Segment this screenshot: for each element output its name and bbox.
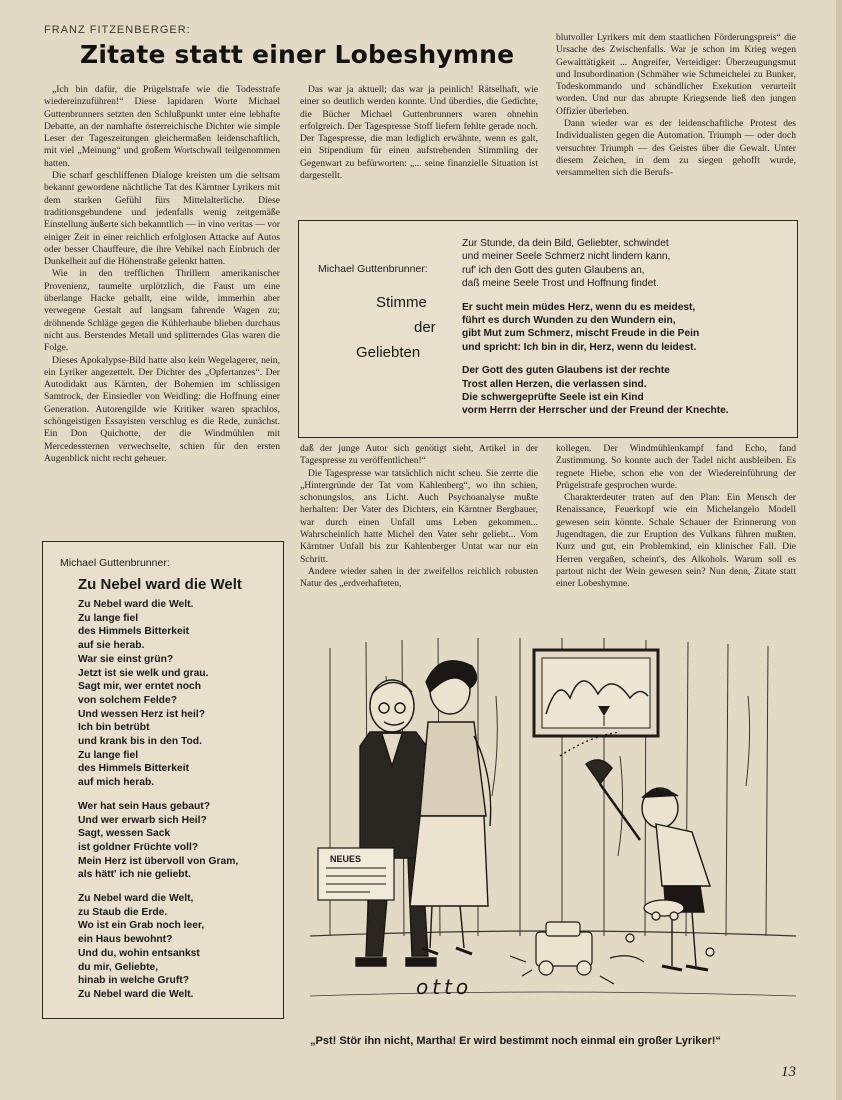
- poem-title-word: der: [414, 319, 436, 336]
- page-number: 13: [781, 1064, 796, 1080]
- poem-line: gibt Mut zum Schmerz, mischt Freude in die Pein: [462, 328, 700, 340]
- poem-line: Wo ist ein Grab noch leer,: [78, 920, 205, 932]
- poem-line: Jetzt ist sie welk und grau.: [78, 667, 209, 679]
- paragraph: Dann wieder war es der leidenschaftliche Protest des Individualisten gegen die Automation. Triumph — oder doch versuchter Triumph — des Geistes über die Gewalt. Unter diesem Zeichen, in dem zu siegen gehofft wurde, versammelten sich die Berufs-: [556, 118, 796, 179]
- cartoon-caption: „Pst! Stör ihn nicht, Martha! Er wird bestimmt noch einmal ein großer Lyriker!“: [310, 1035, 721, 1047]
- poem-line: des Himmels Bitterkeit: [78, 626, 190, 638]
- poem-line: zu Staub die Erde.: [78, 906, 168, 918]
- poem-line: Er sucht mein müdes Herz, wenn du es meidest,: [462, 301, 696, 313]
- poem-line: Und wer erwarb sich Heil?: [78, 814, 207, 826]
- poem-line: und krank bis in den Tod.: [78, 736, 202, 748]
- article-author: FRANZ FITZENBERGER:: [44, 24, 191, 36]
- cartoon-signature: otto: [416, 975, 473, 999]
- poem-line: Ich bin betrübt: [78, 722, 150, 734]
- poem-line: Die schwergeprüfte Seele ist ein Kind: [462, 392, 644, 404]
- paragraph: blutvoller Lyrikers mit dem staatlichen Förderungspreis“ die Ursache des Zwischenfalls. War je schon im Krieg wegen Gewalttätigkeit ... Angreifer, Verteidiger: Überzeugungsmut und Insubordination (Schmäher wie Schmeichelei zu Bunker, Todeskommando und schändlicher Exekution verurteilt worden. Und nur das abrupte Kriegsende ließ den jungen Offizier überleben.: [556, 32, 796, 117]
- poem-line: War sie einst grün?: [78, 653, 174, 665]
- article-column-3-top: [556, 32, 796, 202]
- paragraph: Die scharf geschliffenen Dialoge kreisten um die seltsam bekannt gewordene nächtliche Tat des Kärntner Lyrikers mit dem starken Gefühl fürs Mittelalterliche. Diese traditionsgebundene und jedenfalls wenig zeitgemäße Einstellung äußerte sich bekanntlich — in vino veritas — vor einiger Zeit in einer reichlich erfolglosen Attacke auf Autos oder besser Chauffeure, die ihre Vehikel nach Einbruch der Dunkelheit auf die Höhenstraße gelenkt hatten.: [44, 170, 280, 268]
- poem-stanza: [78, 800, 274, 882]
- poem-line: daß meine Seele Trost und Hoffnung findet.: [462, 278, 659, 290]
- poem-line: Zu Nebel ward die Welt.: [78, 988, 194, 1000]
- poem-line: Zu lange fiel: [78, 612, 139, 624]
- poem-line: als hätt' ich nie geliebt.: [78, 869, 191, 881]
- poem-title: Zu Nebel ward die Welt: [78, 576, 242, 593]
- poem-line: Und du, wohin entsankst: [78, 947, 200, 959]
- poem-line: des Himmels Bitterkeit: [78, 763, 190, 775]
- poem-line: Zu Nebel ward die Welt,: [78, 893, 194, 905]
- poem-line: Sagt, wessen Sack: [78, 828, 171, 840]
- poem-line: Zu Nebel ward die Welt.: [78, 599, 194, 610]
- poem-line: Und wessen Herz ist heil?: [78, 708, 206, 720]
- article-headline: Zitate statt einer Lobeshymne: [80, 40, 515, 69]
- poem-line: vorm Herrn der Herrscher und der Freund der Knechte.: [462, 405, 729, 417]
- poem-line: Mein Herz ist übervoll von Gram,: [78, 855, 239, 867]
- poem-line: Trost allen Herzen, die verlassen sind.: [462, 378, 647, 390]
- poem-line: hinab in welche Gruft?: [78, 975, 189, 987]
- poem-body: [462, 237, 792, 428]
- framed-picture: [534, 650, 658, 736]
- poem-line: ruf' ich den Gott des guten Glaubens an,: [462, 264, 645, 276]
- poem-line: Wer hat sein Haus gebaut?: [78, 800, 210, 812]
- poem-title-word: Geliebten: [356, 344, 421, 361]
- poem-line: ist goldner Früchte voll?: [78, 841, 199, 853]
- poem-line: und spricht: Ich bin in dir, Herz, wenn du leidest.: [462, 341, 697, 353]
- poem-stanza: [462, 237, 792, 291]
- poem-line: Der Gott des guten Glaubens ist der rechte: [462, 365, 670, 377]
- poem-stanza: [462, 364, 792, 418]
- article-column-3-bottom: [556, 443, 796, 635]
- poem-stanza: [78, 892, 274, 1002]
- poem-line: du mir, Geliebte,: [78, 961, 159, 973]
- poem-line: auf mich herab.: [78, 777, 155, 789]
- poem-line: auf sie herab.: [78, 640, 145, 652]
- poem-title-word: Stimme: [376, 294, 427, 311]
- poem-line: und meiner Seele Schmerz nicht lindern kann,: [462, 251, 671, 263]
- paragraph: Andere wieder sahen in der zweifellos reichlich robusten Natur des „erdverhafteten,: [300, 565, 538, 590]
- poem-body: [78, 598, 274, 1012]
- poem-stanza: [462, 301, 792, 355]
- cartoon-illustration: [300, 636, 800, 1030]
- poem-line: von solchem Felde?: [78, 694, 177, 706]
- poem-stanza: [78, 598, 274, 790]
- newspaper-headline: NEUES: [330, 854, 362, 864]
- paragraph: Die Tagespresse war tatsächlich nicht scheu. Sie zerrte die „Hintergründe der Tat vom Kahlenberg“, wo ihn schien, schonungslos, ans Licht. Auch Psychoanalyse mußte herhalten: Der Vater des Dichters, ein Kärntner Bergbauer, war durch einen Unfall ums Leben gekommen... Wahrscheinlich hatte Michel den Vater sehr geliebt... Vom Kärntner Unfall bis zur Kahlenberger Untat war nur ein Schritt.: [300, 467, 538, 565]
- poem-line: Sagt mir, wer erntet noch: [78, 681, 202, 693]
- poem-line: Zur Stunde, da dein Bild, Geliebter, schwindet: [462, 238, 669, 249]
- newspaper: [318, 848, 394, 900]
- article-column-2-top: [300, 84, 538, 202]
- paragraph: kollegen. Der Windmühlenkampf fand Echo, fand Zustimmung. So konnte auch der Tadel nicht ausbleiben. Es regnete Hiebe, schon ehe von der Wiedereinführung der Prügelstrafe gesprochen wurde.: [556, 443, 796, 491]
- paragraph: Dieses Apokalypse-Bild hatte also kein Wegelagerer, nein, ein Lyriker angezettelt. Der Dichter des „Opfertanzes“. Der Autodidakt aus Kärnten, der Bohemien im schlissigen Samtrock, der Einsiedler von Weidling: die Hoffnung einer Generation. Autorengilde wie Kritiker waren sprachlos, schöngeistigen Essayisten verschlug es die Rede, zunächst. Ein Don Quichotte, der die Windmühlen mit Mercedessternen verwechselte, schien für den ersten Augenblick nicht recht geheuer.: [44, 354, 280, 464]
- poem-author: Michael Guttenbrunner:: [318, 263, 428, 275]
- paragraph: Charakterdeuter traten auf den Plan: Ein Mensch der Renaissance, Feuerkopf wie ein Michelangelo Modell gewesen sein könnte. Schale Schauer der Erinnerung von Jugendtagen, die zur Eruption des Vulkans führen mußten. Kurz und gut, ein Problemkind, ein klinischer Fall. Die Herren vergaßen, scheint's, des Alkohols. Warum soll es partout nicht der Wein gewesen sein? Nun denn, Zitate statt einer Lobeshymne.: [556, 492, 796, 590]
- paragraph: Wie in den trefflichen Thrillern amerikanischer Provenienz, taumelte urplötzlich, die Faust um eine überlange Hacke geballt, eine wilde, immerhin aber verwegene Gestalt auf langsam fahrende Wagen zu; dröhnende Schläge gegen die Kühlerhaube blieben durchaus nicht aus. Berstendes Metall und splitterndes Glas waren die Folge.: [44, 268, 280, 354]
- page-edge: [836, 0, 842, 1100]
- paragraph: Das war ja aktuell; das war ja peinlich! Rätselhaft, wie einer so deutlich werden konnte. Und überdies, die Gedichte, die Bücher Michael Guttenbrunners waren ohnehin erfolgreich. Der Tagespresse Stoff liefern fehlte gerade noch. Der Tagespresse, die man lediglich erwähnte, wenn es galt, ein Stipendium für einen aufstrebenden Stimmling der Gegenwart zu befürworten: „... seine finanzielle Situation ist dargestellt.: [300, 84, 538, 182]
- paragraph: daß der junge Autor sich genötigt sieht, Artikel in der Tagespresse zu veröffentlichen!“: [300, 443, 538, 467]
- paragraph: „Ich bin dafür, die Prügelstrafe wie die Todesstrafe wiedereinzuführen!“ Diese lapidaren Worte Michael Guttenbrunners setzten den Schlußpunkt unter eine lebhafte Debatte, an der namhafte österreichische Dichter wie simple Leser der Tageszeitungen gleichermaßen leidenschaftlich, mit viel „Meinung“ und großem Wortschwall teilgenommen hatten.: [44, 84, 280, 169]
- poem-line: ein Haus bewohnt?: [78, 934, 173, 946]
- poem-line: Zu lange fiel: [78, 749, 139, 761]
- article-column-2-bottom: [300, 443, 538, 635]
- article-column-1: [44, 84, 280, 526]
- poem-line: führt es durch Wunden zu den Wundern ein,: [462, 315, 676, 327]
- poem-author: Michael Guttenbrunner:: [60, 557, 170, 569]
